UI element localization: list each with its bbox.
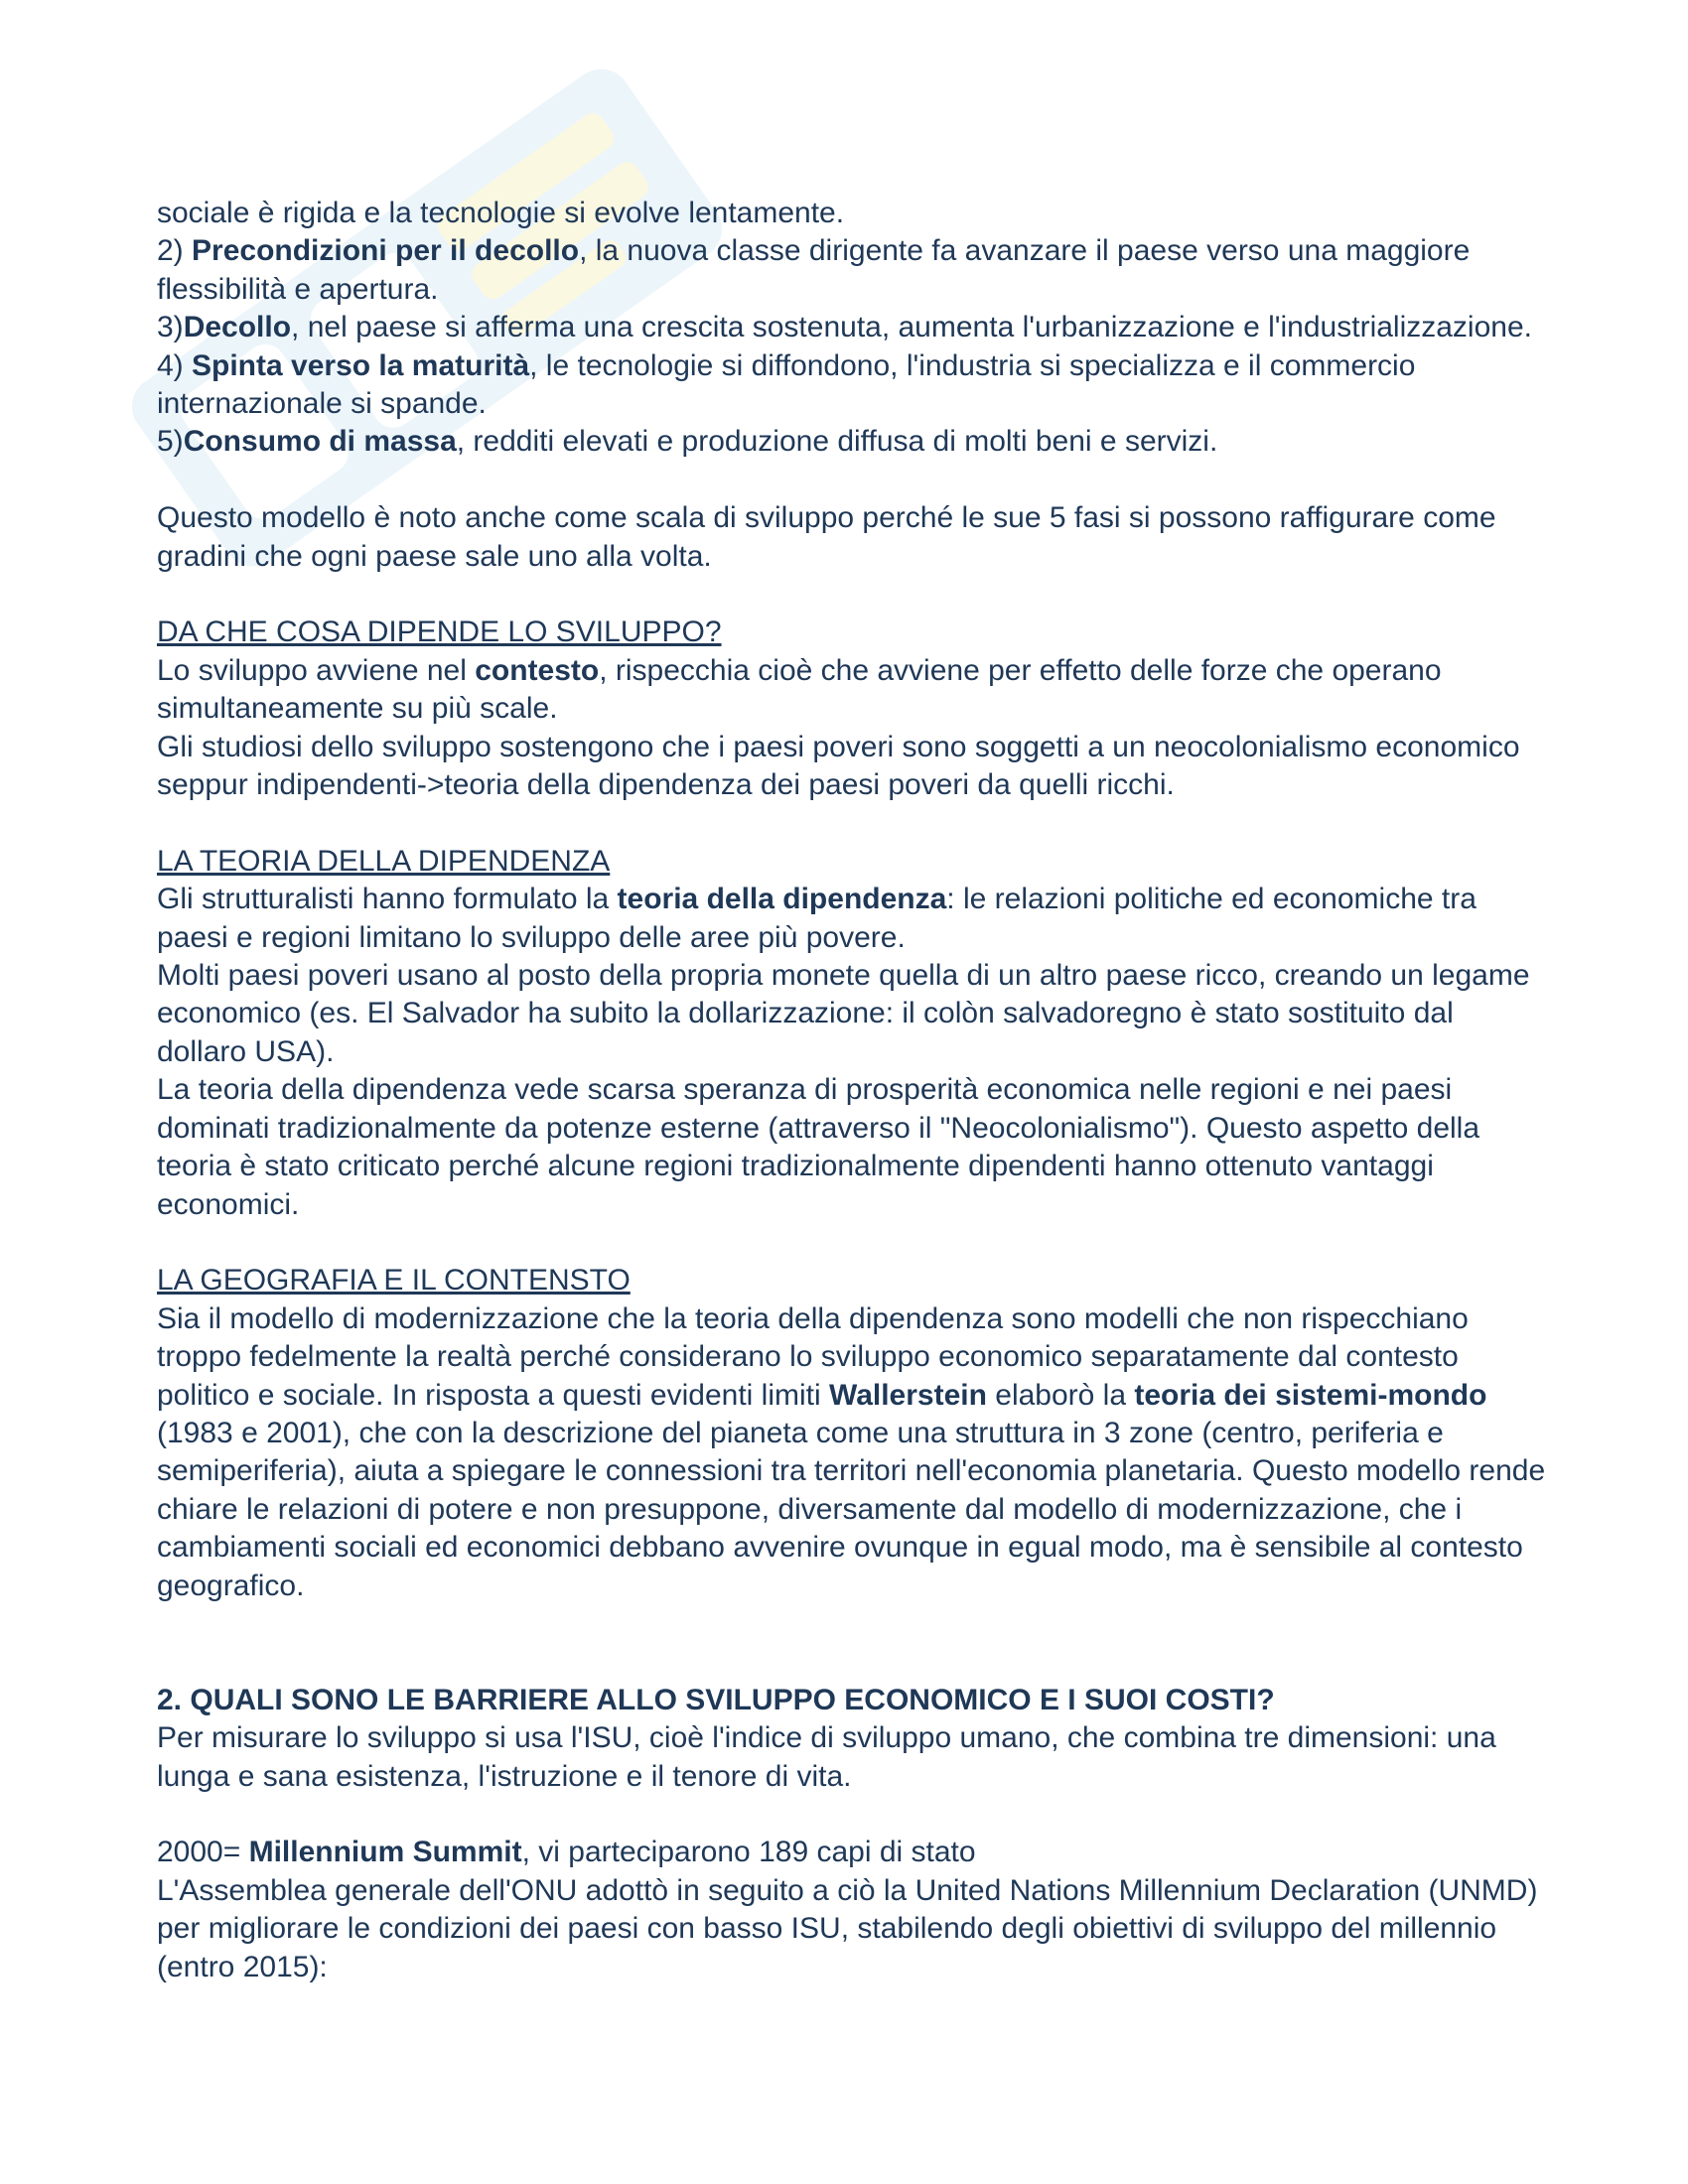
paragraph: Gli studiosi dello sviluppo sostengono che i paesi poveri sono soggetti a un neocolonialismo economico seppur indipendenti->teoria della dipendenza dei paesi poveri da quelli ricchi. [157,730,1520,802]
chapter-heading: 2. QUALI SONO LE BARRIERE ALLO SVILUPPO ECONOMICO E I SUOI COSTI? [157,1683,1275,1716]
document-body [157,195,1547,1986]
paragraph: L'Assemblea generale dell'ONU adottò in seguito a ciò la United Nations Millennium Declaration (UNMD) per migliorare le condizioni dei paesi con basso ISU, stabilendo degli obiettivi di sviluppo del millennio (entro 2015): [157,1873,1538,1983]
paragraph: Gli strutturalisti hanno formulato la teoria della dipendenza: le relazioni politiche ed economiche tra paesi e regioni limitano lo sviluppo delle aree più povere. [157,883,1477,954]
list-item: 4) Spinta verso la maturità, le tecnologie si diffondono, l'industria si specializza e il commercio internazionale si spande. [157,348,1416,421]
paragraph: Sia il modello di modernizzazione che la teoria della dipendenza sono modelli che non rispecchiano troppo fedelmente la realtà perché considerano lo sviluppo economico separatamente dal contesto politico e sociale. In risposta a questi evidenti limiti Wallerstein elaborò la teoria dei sistemi-mondo (1983 e 2001), che con la descrizione del pianeta come una struttura in 3 zone (centro, periferia e semiperiferia), aiuta a spiegare le connessioni tra territori nell'economia planetaria. Questo modello rende chiare le relazioni di potere e non presuppone, diversamente dal modello di modernizzazione, che i cambiamenti sociali ed economici debbano avvenire ovunque in egual modo, ma è sensibile al contesto geografico. [157,1301,1546,1602]
list-item: 2) Precondizioni per il decollo, la nuova classe dirigente fa avanzare il paese verso una maggiore flessibilità e apertura. [157,234,1471,306]
paragraph: Per misurare lo sviluppo si usa l'ISU, cioè l'indice di sviluppo umano, che combina tre dimensioni: una lunga e sana esistenza, l'istruzione e il tenore di vita. [157,1721,1496,1793]
section-heading: DA CHE COSA DIPENDE LO SVILUPPO? [157,615,722,649]
paragraph: sociale è rigida e la tecnologie si evolve lentamente. [157,197,845,229]
section-heading: LA TEORIA DELLA DIPENDENZA [157,844,611,878]
paragraph: Molti paesi poveri usano al posto della propria monete quella di un altro paese ricco, creando un legame economico (es. El Salvador ha subito la dollarizzazione: il colòn salvadoregno è stato sostituito dal dollaro USA). [157,959,1530,1068]
paragraph: Questo modello è noto anche come scala di sviluppo perché le sue 5 fasi si possono raffigurare come gradini che ogni paese sale uno alla volta. [157,501,1496,573]
paragraph: La teoria della dipendenza vede scarsa speranza di prosperità economica nelle regioni e nei paesi dominati tradizionalmente da potenze esterne (attraverso il "Neocolonialismo"). Questo aspetto della teoria è stato criticato perché alcune regioni tradizionalmente dipendenti hanno ottenuto vantaggi economici. [157,1073,1480,1221]
list-item: 5)Consumo di massa, redditi elevati e produzione diffusa di molti beni e servizi. [157,425,1218,459]
section-heading: LA GEOGRAFIA E IL CONTENSTO [157,1264,631,1297]
list-item: 3)Decollo, nel paese si afferma una crescita sostenuta, aumenta l'urbanizzazione e l'industrializzazione. [157,311,1532,344]
paragraph: 2000= Millennium Summit, vi parteciparono 189 capi di stato [157,1836,976,1869]
paragraph: Lo sviluppo avviene nel contesto, rispecchia cioè che avviene per effetto delle forze che operano simultaneamente su più scale. [157,653,1442,726]
